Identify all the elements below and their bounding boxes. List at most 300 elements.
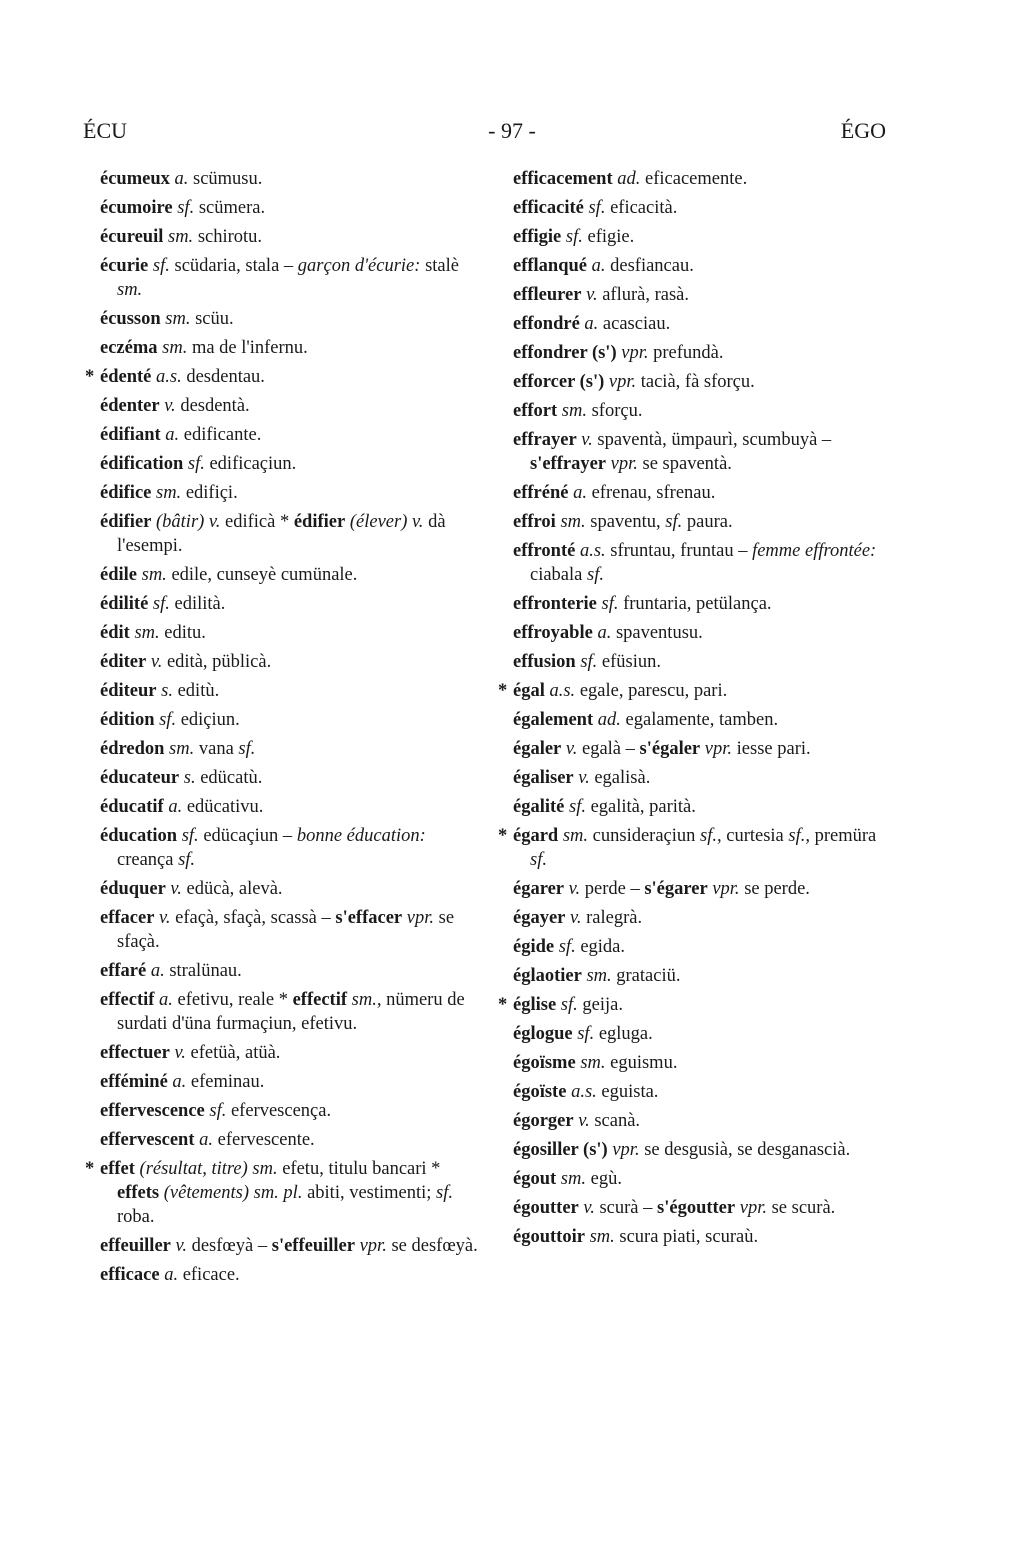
definition-text: egù.	[585, 1169, 622, 1189]
definition-text: sforçu.	[586, 401, 643, 421]
page-number: - 97 -	[488, 118, 536, 143]
headword: efféminé	[100, 1072, 168, 1092]
dictionary-entry	[100, 795, 480, 819]
grammar-label: sf.,	[788, 826, 810, 846]
grammar-label: sm.	[586, 966, 612, 986]
dictionary-entry	[513, 1196, 895, 1220]
definition-text: ralegrà.	[581, 908, 643, 928]
grammar-label: vpr.	[704, 739, 733, 759]
grammar-label: sf.,	[700, 826, 722, 846]
headword: effigie	[513, 227, 562, 247]
definition-text: nümeru de surdati d'üna furmaçiun, efetivu.	[117, 990, 465, 1034]
dictionary-entry	[100, 481, 480, 505]
headword: effet	[100, 1159, 135, 1179]
asterisk-marker: *	[85, 1159, 95, 1179]
definition-text: edità, püblicà.	[162, 652, 272, 672]
dictionary-entry	[513, 1138, 895, 1162]
definition-text: scümusu.	[188, 169, 263, 189]
definition-text: cunsideraçiun	[588, 826, 701, 846]
grammar-label: vpr.	[610, 454, 638, 474]
grammar-label: sm.	[141, 565, 167, 585]
dictionary-entry	[513, 283, 895, 307]
grammar-label: sf.	[181, 826, 199, 846]
grammar-label: v.	[565, 739, 578, 759]
definition-text: premüra	[810, 826, 877, 846]
headword: égouttoir	[513, 1227, 585, 1247]
definition-text: vana	[194, 739, 239, 759]
grammar-label: v.	[578, 768, 590, 788]
dictionary-entry	[100, 1234, 480, 1258]
definition-text: efetu, titulu bancari *	[277, 1159, 441, 1179]
headword: égalité	[513, 797, 565, 817]
definition-text: geija.	[577, 995, 623, 1015]
dictionary-entry	[85, 365, 480, 389]
headword: écusson	[100, 309, 161, 329]
grammar-label: sm.	[560, 512, 586, 532]
headword: édenter	[100, 396, 160, 416]
headword: égorger	[513, 1111, 574, 1131]
dictionary-entry	[513, 399, 895, 423]
headword: éducateur	[100, 768, 180, 788]
dictionary-entry	[513, 1167, 895, 1191]
headword: édilité	[100, 594, 149, 614]
asterisk-marker: *	[498, 826, 508, 846]
grammar-label: sm.	[561, 401, 587, 421]
definition-text: egluga.	[594, 1024, 653, 1044]
headword: effronté	[513, 541, 576, 561]
definition-text: curtesia	[721, 826, 789, 846]
dictionary-entry	[100, 766, 480, 790]
dictionary-entry	[100, 877, 480, 901]
headword: édition	[100, 710, 155, 730]
grammar-label: a.	[165, 425, 180, 445]
grammar-label: sf.	[565, 227, 583, 247]
headword: édifier	[100, 512, 152, 532]
headword: édredon	[100, 739, 165, 759]
definition-text: edilità.	[169, 594, 226, 614]
dictionary-entry	[100, 906, 480, 954]
grammar-label: v.	[175, 1236, 187, 1256]
headword: effronterie	[513, 594, 597, 614]
grammar-label: a.	[591, 256, 606, 276]
grammar-label: vpr.	[612, 1140, 640, 1160]
definition-text: fruntaria, petülança.	[618, 594, 772, 614]
grammar-label: sm.	[560, 1169, 586, 1189]
grammar-label: sf.	[558, 937, 576, 957]
headword: églaotier	[513, 966, 582, 986]
dictionary-entry	[513, 766, 895, 790]
grammar-label: v.	[159, 908, 171, 928]
right-column	[498, 167, 895, 1254]
grammar-label: (résultat, titre) sm.	[139, 1159, 278, 1179]
definition-text: efervescença.	[226, 1101, 332, 1121]
grammar-label: a.	[159, 990, 173, 1010]
dictionary-entry	[513, 1225, 895, 1249]
dictionary-entry	[513, 737, 895, 761]
dictionary-entry	[513, 312, 895, 336]
definition-text: edifiçi.	[181, 483, 238, 503]
grammar-label: vpr.	[406, 908, 435, 928]
grammar-label: femme effrontée:	[752, 541, 877, 561]
definition-text: egalità, parità.	[585, 797, 696, 817]
headword: efforcer (s')	[513, 372, 605, 392]
grammar-label: sm.,	[351, 990, 382, 1010]
grammar-label: vpr.	[739, 1198, 767, 1218]
headword: effectif	[292, 990, 348, 1010]
grammar-label: ad.	[617, 169, 641, 189]
headword: écumeux	[100, 169, 170, 189]
grammar-label: sf.	[588, 198, 606, 218]
grammar-label: a.s.	[571, 1082, 597, 1102]
asterisk-marker: *	[498, 995, 508, 1015]
definition-text: scümera.	[194, 198, 266, 218]
grammar-label: sf.	[159, 710, 177, 730]
dictionary-entry	[100, 1041, 480, 1065]
dictionary-entry	[513, 906, 895, 930]
headword: égarer	[513, 879, 565, 899]
headword: écureuil	[100, 227, 164, 247]
definition-text: edücaçiun –	[198, 826, 297, 846]
definition-text: scura piati, scuraù.	[614, 1227, 759, 1247]
dictionary-entry	[513, 225, 895, 249]
definition-text: efetüà, atüà.	[185, 1043, 281, 1063]
headword: édifier	[293, 512, 346, 532]
headword: égayer	[513, 908, 566, 928]
definition-text: iesse pari.	[732, 739, 811, 759]
grammar-label: a.	[172, 1072, 187, 1092]
dictionary-entry	[513, 196, 895, 220]
definition-text: edücà, alevà.	[181, 879, 283, 899]
definition-text: desdentà.	[175, 396, 250, 416]
headword: églogue	[513, 1024, 573, 1044]
definition-text: stalè	[420, 256, 459, 276]
headword: effeuiller	[100, 1236, 171, 1256]
dictionary-entry	[100, 737, 480, 761]
definition-text: egalà –	[577, 739, 640, 759]
definition-text: acasciau.	[598, 314, 671, 334]
dictionary-entry	[513, 708, 895, 732]
grammar-label: a.	[597, 623, 612, 643]
definition-text: eguismu.	[605, 1053, 678, 1073]
definition-text: desdentau.	[181, 367, 265, 387]
definition-text: spaventà, ümpaurì, scumbuyà –	[592, 430, 832, 450]
grammar-label: vpr.	[608, 372, 637, 392]
dictionary-entry	[513, 1051, 895, 1075]
grammar-label: a.	[199, 1130, 213, 1150]
headword: égoutter	[513, 1198, 579, 1218]
headword: égal	[513, 681, 545, 701]
dictionary-entry	[513, 428, 895, 476]
definition-text: eficacità.	[605, 198, 678, 218]
dictionary-entry	[100, 423, 480, 447]
dictionary-entry	[100, 394, 480, 418]
dictionary-entry	[100, 510, 480, 558]
headword: effusion	[513, 652, 576, 672]
headword: effets	[117, 1183, 160, 1203]
definition-text: abiti, vestimenti;	[302, 1183, 437, 1203]
headword: efflanqué	[513, 256, 587, 276]
definition-text: dà l'esempi.	[117, 512, 446, 556]
headword: effervescence	[100, 1101, 205, 1121]
headword: égaliser	[513, 768, 574, 788]
grammar-label: sf.	[569, 797, 586, 817]
grammar-label: s.	[161, 681, 173, 701]
definition-text: scüdaria, stala –	[169, 256, 298, 276]
definition-text: egalamente, tamben.	[620, 710, 779, 730]
dictionary-entry	[513, 510, 895, 534]
grammar-label: bonne éducation:	[296, 826, 426, 846]
grammar-label: garçon d'écurie:	[297, 256, 421, 276]
definition-text: edificà *	[220, 512, 294, 532]
grammar-label: sf.	[587, 565, 604, 585]
grammar-label: a.	[164, 1265, 179, 1285]
headword: effervescent	[100, 1130, 195, 1150]
grammar-label: sf.	[178, 850, 196, 870]
definition-text: se desgusià, se desganascià.	[639, 1140, 851, 1160]
dictionary-entry	[100, 336, 480, 360]
definition-text: ciabala	[530, 565, 587, 585]
grammar-label: sm.	[169, 739, 195, 759]
headword: effroi	[513, 512, 556, 532]
definition-text: grataciü.	[611, 966, 681, 986]
headword: effrayer	[513, 430, 577, 450]
definition-text: scanà.	[589, 1111, 641, 1131]
grammar-label: (vêtements) sm. pl.	[163, 1183, 303, 1203]
grammar-label: sf.	[580, 652, 598, 672]
definition-text: egida.	[575, 937, 626, 957]
headword: égide	[513, 937, 555, 957]
headword: écurie	[100, 256, 149, 276]
headword: effréné	[513, 483, 569, 503]
left-column	[85, 167, 480, 1292]
dictionary-entry	[100, 959, 480, 983]
headword: édit	[100, 623, 130, 643]
definition-text: editu.	[159, 623, 206, 643]
headword: église	[513, 995, 557, 1015]
grammar-label: v.	[164, 396, 176, 416]
headword: s'effeuiller	[271, 1236, 355, 1256]
grammar-label: sm.	[117, 280, 143, 300]
definition-text: egale, parescu, pari.	[575, 681, 728, 701]
definition-text: prefundà.	[648, 343, 724, 363]
definition-text: se desfœyà.	[386, 1236, 478, 1256]
definition-text: editù.	[172, 681, 220, 701]
grammar-label: sf.	[209, 1101, 227, 1121]
headword: effectuer	[100, 1043, 170, 1063]
dictionary-entry	[498, 679, 895, 703]
headword: éditer	[100, 652, 147, 672]
grammar-label: sm.	[562, 826, 589, 846]
dictionary-entry	[513, 254, 895, 278]
dictionary-entry	[513, 795, 895, 819]
grammar-label: sm.	[168, 227, 194, 247]
definition-text: spaventu,	[585, 512, 666, 532]
definition-text: paura.	[682, 512, 733, 532]
definition-text: spaventusu.	[611, 623, 703, 643]
dictionary-entry	[100, 1099, 480, 1123]
grammar-label: (élever) v.	[349, 512, 424, 532]
dictionary-entry	[513, 167, 895, 191]
dictionary-entry	[498, 824, 895, 872]
headword: écumoire	[100, 198, 173, 218]
definition-text: roba.	[117, 1207, 155, 1227]
grammar-label: a.s.	[156, 367, 182, 387]
grammar-label: v.	[174, 1043, 186, 1063]
definition-text: se perde.	[739, 879, 810, 899]
dictionary-entry	[100, 1263, 480, 1287]
grammar-label: sm.	[134, 623, 160, 643]
grammar-label: sm.	[165, 309, 191, 329]
dictionary-entry	[100, 592, 480, 616]
definition-text: efaçà, sfaçà, scassà –	[170, 908, 336, 928]
grammar-label: sm.	[156, 483, 182, 503]
dictionary-entry	[513, 621, 895, 645]
definition-text: ma de l'infernu.	[187, 338, 308, 358]
dictionary-entry	[513, 370, 895, 394]
grammar-label: sf.	[238, 739, 256, 759]
grammar-label: sf.	[560, 995, 578, 1015]
grammar-label: sf.	[665, 512, 683, 532]
grammar-label: sm.	[580, 1053, 606, 1073]
dictionary-entry	[100, 1070, 480, 1094]
grammar-label: vpr.	[359, 1236, 387, 1256]
grammar-label: sf.	[152, 256, 170, 276]
definition-text: aflurà, rasà.	[597, 285, 689, 305]
headword: égout	[513, 1169, 557, 1189]
dictionary-entry	[100, 1128, 480, 1152]
grammar-label: a.	[168, 797, 183, 817]
grammar-label: v.	[586, 285, 598, 305]
dictionary-entry	[100, 452, 480, 476]
dictionary-entry	[513, 964, 895, 988]
definition-text: efrenau, sfrenau.	[586, 483, 716, 503]
dictionary-entry	[513, 341, 895, 365]
headword: efficace	[100, 1265, 160, 1285]
headword: édenté	[100, 367, 152, 387]
headword: s'égaler	[639, 739, 701, 759]
grammar-label: v.	[578, 1111, 590, 1131]
definition-text: tacià, fà sforçu.	[636, 372, 755, 392]
definition-text: se spaventà.	[637, 454, 732, 474]
dictionary-entry	[100, 254, 480, 302]
definition-text: schirotu.	[193, 227, 263, 247]
headword: effleurer	[513, 285, 582, 305]
definition-text: desfiancau.	[605, 256, 694, 276]
grammar-label: a.s.	[549, 681, 576, 701]
grammar-label: a.s.	[579, 541, 606, 561]
definition-text: efeminau.	[186, 1072, 265, 1092]
dictionary-entry	[100, 988, 480, 1036]
grammar-label: v.	[570, 908, 582, 928]
grammar-label: sf.	[187, 454, 205, 474]
definition-text: efigie.	[582, 227, 635, 247]
grammar-label: ad.	[597, 710, 621, 730]
dictionary-entry	[513, 592, 895, 616]
dictionary-entry	[513, 1022, 895, 1046]
dictionary-entry	[100, 167, 480, 191]
grammar-label: sf.	[436, 1183, 454, 1203]
grammar-label: a.	[573, 483, 587, 503]
definition-text: efervescente.	[213, 1130, 315, 1150]
dictionary-entry	[100, 621, 480, 645]
grammar-label: s.	[183, 768, 196, 788]
dictionary-entry	[513, 650, 895, 674]
grammar-label: sf.	[577, 1024, 595, 1044]
headword: égaler	[513, 739, 562, 759]
grammar-label: v.	[150, 652, 163, 672]
definition-text: sfruntau, fruntau –	[605, 541, 753, 561]
definition-text: scüu.	[190, 309, 234, 329]
headword: égoïsme	[513, 1053, 576, 1073]
dictionary-entry	[498, 993, 895, 1017]
headword: effondré	[513, 314, 580, 334]
headword: effectif	[100, 990, 155, 1010]
asterisk-marker: *	[85, 367, 95, 387]
grammar-label: a.	[150, 961, 165, 981]
definition-text: scurà –	[594, 1198, 658, 1218]
headword: édification	[100, 454, 184, 474]
definition-text: perde –	[580, 879, 645, 899]
grammar-label: sf.	[530, 850, 547, 870]
definition-text: edücatù.	[195, 768, 263, 788]
page-header	[0, 118, 1024, 148]
guide-word-left: ÉCU	[83, 118, 127, 143]
dictionary-entry	[100, 225, 480, 249]
grammar-label: sf.	[152, 594, 170, 614]
headword: effaré	[100, 961, 147, 981]
definition-text: creança	[117, 850, 179, 870]
definition-text: edificaçiun.	[204, 454, 297, 474]
definition-text: edücativu.	[182, 797, 264, 817]
grammar-label: a.	[584, 314, 599, 334]
headword: eczéma	[100, 338, 158, 358]
dictionary-entry	[513, 539, 895, 587]
definition-text: efüsiun.	[597, 652, 662, 672]
grammar-label: a.	[174, 169, 189, 189]
headword: égosiller (s')	[513, 1140, 608, 1160]
grammar-label: v.	[568, 879, 581, 899]
definition-text: edile, cunseyè cumünale.	[166, 565, 358, 585]
definition-text: eficacemente.	[640, 169, 748, 189]
dictionary-entry	[513, 1080, 895, 1104]
headword: efficacement	[513, 169, 613, 189]
headword: édifice	[100, 483, 152, 503]
headword: s'égoutter	[657, 1198, 736, 1218]
headword: égard	[513, 826, 559, 846]
definition-text: se scurà.	[766, 1198, 836, 1218]
headword: effacer	[100, 908, 155, 928]
definition-text: efetivu, reale *	[172, 990, 293, 1010]
headword: édile	[100, 565, 137, 585]
headword: éducatif	[100, 797, 164, 817]
grammar-label: vpr.	[712, 879, 740, 899]
dictionary-entry	[513, 935, 895, 959]
definition-text: stralünau.	[164, 961, 242, 981]
dictionary-entry	[100, 650, 480, 674]
definition-text: desfœyà –	[186, 1236, 272, 1256]
headword: également	[513, 710, 594, 730]
asterisk-marker: *	[498, 681, 508, 701]
dictionary-entry	[85, 1157, 480, 1229]
grammar-label: (bâtir) v.	[156, 512, 221, 532]
headword: efficacité	[513, 198, 584, 218]
definition-text: se sfaçà.	[117, 908, 455, 952]
headword: égoïste	[513, 1082, 567, 1102]
headword: éditeur	[100, 681, 157, 701]
dictionary-entry	[513, 481, 895, 505]
dictionary-entry	[513, 877, 895, 901]
dictionary-entry	[100, 307, 480, 331]
